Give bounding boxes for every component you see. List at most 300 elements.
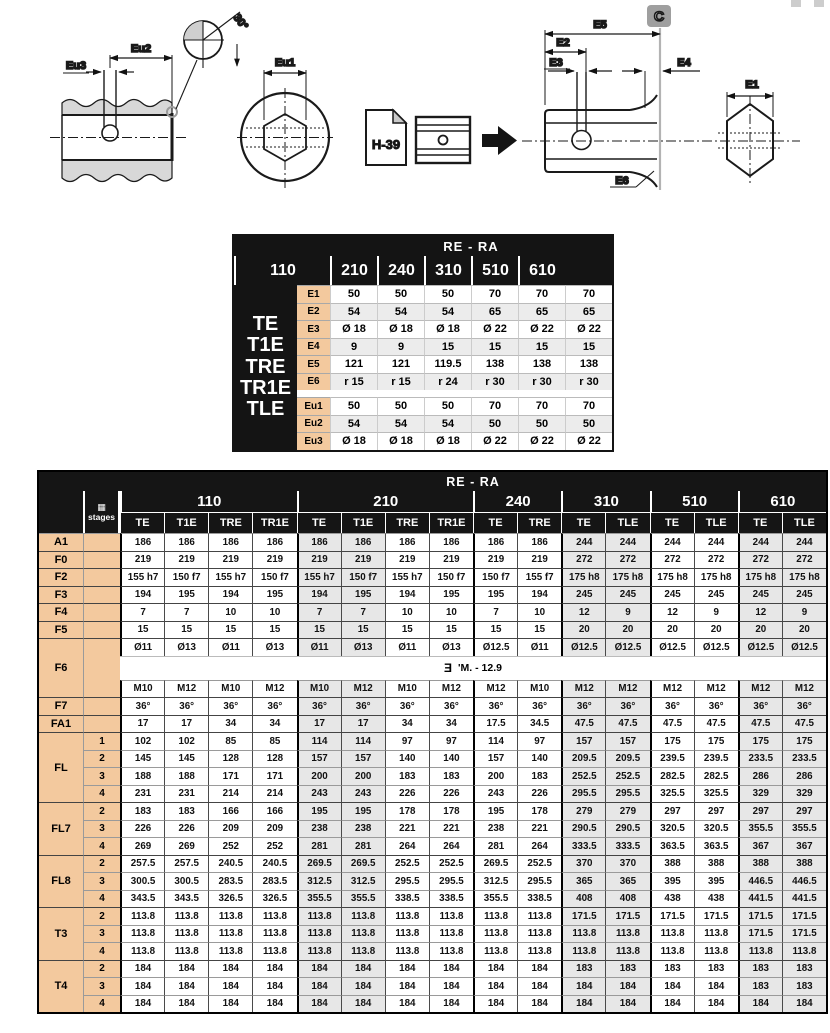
row-label: F0 — [39, 551, 83, 569]
table-cell: 113.8 — [164, 925, 208, 943]
table-cell: 226 — [385, 785, 429, 803]
table-cell: 113.8 — [561, 942, 605, 960]
table-cell: M10 — [385, 680, 429, 698]
table-cell: 355.5 — [341, 890, 385, 908]
table-cell: 238 — [473, 820, 517, 838]
model-name: TE — [252, 313, 279, 336]
table-cell: 47.5 — [782, 715, 826, 733]
table-cell: 184 — [694, 995, 738, 1013]
stages-header-cell — [83, 491, 120, 533]
table-cell: 184 — [561, 977, 605, 995]
table-cell: 184 — [517, 995, 561, 1013]
table-cell: 36° — [120, 697, 164, 715]
table-cell: 286 — [738, 767, 782, 785]
table-cell: 186 — [164, 533, 208, 551]
doc-ref-icon — [366, 110, 406, 165]
table-cell: 272 — [782, 551, 826, 569]
table-cell: 150 f7 — [252, 568, 296, 586]
table-cell: 194 — [120, 586, 164, 604]
table-cell: 338.5 — [517, 890, 561, 908]
coupling-block-icon — [416, 117, 470, 163]
screws-note-band — [120, 656, 826, 680]
table-cell: 47.5 — [650, 715, 694, 733]
table-cell: 175 h8 — [782, 568, 826, 586]
table-cell: 166 — [252, 802, 296, 820]
table-cell: 113.8 — [208, 942, 252, 960]
table-cell: 36° — [694, 697, 738, 715]
table-cell: 240.5 — [208, 855, 252, 873]
table-cell: 231 — [120, 785, 164, 803]
stage-cell: 4 — [83, 942, 120, 960]
table-cell: 186 — [473, 533, 517, 551]
table-cell: 171.5 — [782, 907, 826, 925]
table-cell: 171 — [208, 767, 252, 785]
stage-cell — [83, 621, 120, 639]
table-cell: 184 — [164, 977, 208, 995]
row-label: E4 — [297, 338, 330, 356]
table-cell: 128 — [252, 750, 296, 768]
row-label: E1 — [297, 285, 330, 303]
table-cell: 438 — [694, 890, 738, 908]
table-cell: 50 — [471, 415, 518, 433]
table-cell: Ø12.5 — [782, 638, 826, 656]
table-cell: 114 — [473, 732, 517, 750]
table-cell: 184 — [297, 995, 341, 1013]
table-cell: 195 — [473, 586, 517, 604]
table-cell: 97 — [517, 732, 561, 750]
table-cell: 269 — [164, 837, 208, 855]
table-cell: 113.8 — [782, 942, 826, 960]
right-arrow-icon — [482, 126, 517, 155]
size-column-header: 510 — [471, 256, 518, 285]
stage-cell — [83, 603, 120, 621]
table-cell: 175 h8 — [605, 568, 649, 586]
table-cell: 231 — [164, 785, 208, 803]
table-cell: 70 — [565, 397, 612, 415]
table-cell: 113.8 — [561, 925, 605, 943]
table-cell: Ø11 — [517, 638, 561, 656]
stage-cell: 4 — [83, 837, 120, 855]
table-cell: 408 — [605, 890, 649, 908]
table-cell: 97 — [429, 732, 473, 750]
table-cell: 312.5 — [341, 872, 385, 890]
table-cell: 20 — [694, 621, 738, 639]
table-cell: 219 — [341, 551, 385, 569]
table-cell: 50 — [377, 285, 424, 303]
stage-cell: 1 — [83, 732, 120, 750]
table-cell: 388 — [650, 855, 694, 873]
table-cell: 121 — [330, 355, 377, 373]
table-cell: 171.5 — [694, 907, 738, 925]
table-cell: 195 — [341, 586, 385, 604]
size-column-header: 110 — [234, 256, 330, 285]
table-cell: 226 — [517, 785, 561, 803]
row-label: E2 — [297, 303, 330, 321]
table-cell: 54 — [377, 303, 424, 321]
table-cell: 113.8 — [252, 925, 296, 943]
table-cell: 54 — [424, 415, 471, 433]
table-cell: 183 — [650, 960, 694, 978]
table-cell: 171.5 — [738, 925, 782, 943]
page-corner-artifact — [791, 0, 824, 7]
table-cell: 15 — [120, 621, 164, 639]
screws-note-text: 'M. - 12.9 — [458, 662, 502, 674]
table-cell: 365 — [561, 872, 605, 890]
table-cell: 195 — [252, 586, 296, 604]
table-cell: M12 — [164, 680, 208, 698]
main-dimension-table — [37, 470, 828, 1014]
table-cell: 186 — [208, 533, 252, 551]
row-label: Eu1 — [297, 397, 330, 415]
table-cell: 183 — [561, 960, 605, 978]
table-cell: 36° — [429, 697, 473, 715]
table-cell: 238 — [297, 820, 341, 838]
table-cell: 178 — [429, 802, 473, 820]
table-cell: 54 — [330, 415, 377, 433]
table-cell: 195 — [473, 802, 517, 820]
table-cell: 186 — [252, 533, 296, 551]
table-cell: 363.5 — [650, 837, 694, 855]
table-cell: 272 — [605, 551, 649, 569]
table-cell: 365 — [605, 872, 649, 890]
table-cell: 214 — [252, 785, 296, 803]
table-cell: 326.5 — [208, 890, 252, 908]
table-cell: 113.8 — [252, 907, 296, 925]
table-cell: 209 — [208, 820, 252, 838]
table-cell: 114 — [297, 732, 341, 750]
table-cell: 175 h8 — [694, 568, 738, 586]
table-cell: 50 — [424, 285, 471, 303]
table-cell: 252 — [208, 837, 252, 855]
table-cell: 252.5 — [561, 767, 605, 785]
table-cell: 184 — [208, 977, 252, 995]
table-cell: 297 — [782, 802, 826, 820]
stages-label: stages — [88, 511, 115, 522]
table-cell: 70 — [565, 285, 612, 303]
table-cell: 85 — [208, 732, 252, 750]
table-cell: 171.5 — [650, 907, 694, 925]
table-cell: 113.8 — [429, 925, 473, 943]
table-cell: M12 — [561, 680, 605, 698]
table-cell: 70 — [518, 285, 565, 303]
table-cell: 184 — [252, 960, 296, 978]
table-cell: 219 — [120, 551, 164, 569]
table-cell: 195 — [164, 586, 208, 604]
table-cell: 150 f7 — [341, 568, 385, 586]
table-cell: 195 — [341, 802, 385, 820]
table-cell: 367 — [782, 837, 826, 855]
table-cell: 34.5 — [517, 715, 561, 733]
table-cell: 113.8 — [385, 942, 429, 960]
table-cell: 36° — [650, 697, 694, 715]
table-cell: Ø 22 — [471, 432, 518, 450]
table-cell: 184 — [517, 960, 561, 978]
stage-cell: 2 — [83, 855, 120, 873]
dim-label-eu1: Eu1 — [274, 57, 296, 69]
column-subheader: TLE — [782, 512, 826, 533]
table-cell: 184 — [429, 995, 473, 1013]
table-cell: 219 — [473, 551, 517, 569]
table-cell: 239.5 — [694, 750, 738, 768]
dim-label-e1: E1 — [745, 79, 759, 91]
model-name: TRE — [245, 355, 286, 378]
table-cell: 36° — [385, 697, 429, 715]
table-cell: r 30 — [471, 373, 518, 391]
table-cell: 113.8 — [385, 907, 429, 925]
table-cell: 295.5 — [429, 872, 473, 890]
table-cell: 113.8 — [385, 925, 429, 943]
table-cell: 363.5 — [694, 837, 738, 855]
table-cell: 175 h8 — [650, 568, 694, 586]
table-cell: 15 — [518, 338, 565, 356]
table-cell: 297 — [694, 802, 738, 820]
table-cell: 113.8 — [694, 942, 738, 960]
table-cell: 184 — [738, 995, 782, 1013]
column-subheader: TE — [120, 512, 164, 533]
table-cell: 113.8 — [120, 907, 164, 925]
table-cell: Ø12.5 — [650, 638, 694, 656]
table-cell: 388 — [694, 855, 738, 873]
table-cell: 47.5 — [561, 715, 605, 733]
table-cell: 184 — [297, 977, 341, 995]
table-cell: Ø11 — [208, 638, 252, 656]
table-cell: 36° — [782, 697, 826, 715]
table-cell: 355.5 — [297, 890, 341, 908]
table-cell: 446.5 — [782, 872, 826, 890]
row-label: F7 — [39, 697, 83, 715]
table-cell: 221 — [429, 820, 473, 838]
row-label: F2 — [39, 568, 83, 586]
stage-cell — [83, 551, 120, 569]
table-cell: 184 — [429, 960, 473, 978]
column-group-210: 210 — [297, 491, 474, 512]
table-cell: 12 — [650, 603, 694, 621]
table-cell: M10 — [208, 680, 252, 698]
column-group-110: 110 — [120, 491, 297, 512]
table-cell: 36° — [517, 697, 561, 715]
table-cell: 17 — [120, 715, 164, 733]
table-cell: 219 — [164, 551, 208, 569]
table-cell: 171.5 — [561, 907, 605, 925]
table-cell: 184 — [605, 977, 649, 995]
table-cell: 10 — [429, 603, 473, 621]
table-cell: 244 — [650, 533, 694, 551]
column-group-240: 240 — [473, 491, 561, 512]
table-cell: 219 — [208, 551, 252, 569]
table-cell: 252.5 — [517, 855, 561, 873]
column-subheader: TE — [650, 512, 694, 533]
table-cell: 200 — [341, 767, 385, 785]
table-cell: 186 — [385, 533, 429, 551]
table-cell: 184 — [341, 995, 385, 1013]
stage-cell — [83, 586, 120, 604]
table-cell: M12 — [473, 680, 517, 698]
table-cell: 184 — [385, 977, 429, 995]
table-cell: 209.5 — [605, 750, 649, 768]
table-cell: Ø13 — [341, 638, 385, 656]
stage-cell: 4 — [83, 890, 120, 908]
dimension-table-body — [297, 285, 612, 450]
dim-label-e5: E5 — [593, 19, 607, 31]
table-cell: 36° — [297, 697, 341, 715]
table-cell: M12 — [650, 680, 694, 698]
table-cell: Ø 22 — [518, 432, 565, 450]
table-cell: 140 — [517, 750, 561, 768]
table-cell: 34 — [208, 715, 252, 733]
table-cell: 245 — [782, 586, 826, 604]
row-label: FL7 — [39, 802, 83, 855]
column-group-610: 610 — [738, 491, 826, 512]
table-cell: 150 f7 — [164, 568, 208, 586]
table-cell: r 30 — [518, 373, 565, 391]
table-cell: 150 f7 — [429, 568, 473, 586]
table-cell: 50 — [424, 397, 471, 415]
table-cell: 264 — [517, 837, 561, 855]
table-cell: 244 — [694, 533, 738, 551]
column-subheader: TRE — [517, 512, 561, 533]
table-cell: 47.5 — [605, 715, 649, 733]
technical-drawings — [0, 0, 830, 228]
header-corner-cell — [39, 491, 83, 533]
table-cell: Ø 18 — [377, 432, 424, 450]
table-cell: 333.5 — [605, 837, 649, 855]
table-cell: 194 — [385, 586, 429, 604]
table-cell: 221 — [385, 820, 429, 838]
table-cell: r 30 — [565, 373, 612, 391]
doc-ref-label: H-39 — [371, 137, 401, 152]
stage-cell: 2 — [83, 907, 120, 925]
table-cell: 175 h8 — [561, 568, 605, 586]
column-group-310: 310 — [561, 491, 649, 512]
table-cell: 184 — [208, 960, 252, 978]
section-marker-label: C — [653, 8, 665, 24]
column-subheader: TLE — [605, 512, 649, 533]
table-cell: 15 — [424, 338, 471, 356]
table-cell: 186 — [120, 533, 164, 551]
table-cell: 184 — [385, 960, 429, 978]
table-cell: 138 — [471, 355, 518, 373]
table-cell: 297 — [738, 802, 782, 820]
table-cell: 194 — [297, 586, 341, 604]
table-cell: 113.8 — [650, 942, 694, 960]
stage-cell: 4 — [83, 785, 120, 803]
table-cell: 36° — [738, 697, 782, 715]
column-subheader: TR1E — [429, 512, 473, 533]
table-cell: 300.5 — [164, 872, 208, 890]
table-cell: 200 — [473, 767, 517, 785]
table-cell: 219 — [517, 551, 561, 569]
column-subheader: TE — [561, 512, 605, 533]
table-cell: 184 — [297, 960, 341, 978]
table-cell: Ø 22 — [565, 320, 612, 338]
table-cell: 245 — [561, 586, 605, 604]
table-cell: 257.5 — [120, 855, 164, 873]
table-cell: 175 — [738, 732, 782, 750]
table-cell: 245 — [738, 586, 782, 604]
table-cell: 171 — [252, 767, 296, 785]
table-cell: 226 — [164, 820, 208, 838]
table-cell: 343.5 — [120, 890, 164, 908]
table-cell: 195 — [429, 586, 473, 604]
table-cell: 175 — [650, 732, 694, 750]
column-subheader: TR1E — [252, 512, 296, 533]
table-cell: 15 — [385, 621, 429, 639]
table-cell: 178 — [385, 802, 429, 820]
table-cell: 183 — [738, 977, 782, 995]
table-cell: 243 — [297, 785, 341, 803]
table-cell: Ø12.5 — [605, 638, 649, 656]
table-cell: 145 — [164, 750, 208, 768]
table-cell: 113.8 — [120, 942, 164, 960]
table-cell: 113.8 — [341, 925, 385, 943]
table-cell: 183 — [782, 977, 826, 995]
table-cell: 355.5 — [473, 890, 517, 908]
table-cell: 279 — [605, 802, 649, 820]
table-cell: 184 — [341, 960, 385, 978]
table-cell: 166 — [208, 802, 252, 820]
table-cell: 15 — [429, 621, 473, 639]
table-cell: 395 — [650, 872, 694, 890]
table-cell: 329 — [782, 785, 826, 803]
stage-cell: 3 — [83, 820, 120, 838]
table-cell: 113.8 — [605, 925, 649, 943]
table-cell: 243 — [341, 785, 385, 803]
table-cell: 188 — [164, 767, 208, 785]
table-cell: 50 — [330, 397, 377, 415]
table-cell: 184 — [164, 995, 208, 1013]
table-cell: 113.8 — [473, 907, 517, 925]
row-label: E5 — [297, 355, 330, 373]
table-cell: 113.8 — [208, 907, 252, 925]
table-cell: 155 h7 — [385, 568, 429, 586]
table-cell: 282.5 — [694, 767, 738, 785]
dim-label-eu2: Eu2 — [130, 43, 152, 55]
dim-label-e6: E6 — [615, 175, 629, 187]
table-cell: 175 — [694, 732, 738, 750]
shaft-side-diagram — [522, 5, 800, 190]
table-cell: 113.8 — [297, 942, 341, 960]
table-cell: M12 — [429, 680, 473, 698]
table-cell: 312.5 — [473, 872, 517, 890]
table-cell: 183 — [385, 767, 429, 785]
table-cell: r 15 — [377, 373, 424, 391]
table-cell: 183 — [694, 960, 738, 978]
table-cell: 320.5 — [694, 820, 738, 838]
table-cell: 219 — [429, 551, 473, 569]
dim-label-e3: E3 — [549, 57, 563, 69]
table-cell: 47.5 — [738, 715, 782, 733]
stage-cell: 3 — [83, 872, 120, 890]
column-subheader: TE — [473, 512, 517, 533]
table-cell: 320.5 — [650, 820, 694, 838]
table-cell: 15 — [473, 621, 517, 639]
table-cell: 333.5 — [561, 837, 605, 855]
table-cell: 34 — [252, 715, 296, 733]
table-cell: 34 — [429, 715, 473, 733]
table-cell: 36° — [605, 697, 649, 715]
table-cell: 113.8 — [164, 907, 208, 925]
table-cell: Ø 22 — [518, 320, 565, 338]
table-cell: 183 — [120, 802, 164, 820]
table-cell: 281 — [341, 837, 385, 855]
table-cell: 329 — [738, 785, 782, 803]
table-cell: 252.5 — [605, 767, 649, 785]
table-cell: 184 — [782, 995, 826, 1013]
table-cell: 113.8 — [120, 925, 164, 943]
model-name: TR1E — [239, 376, 292, 399]
table-cell: 155 h7 — [297, 568, 341, 586]
table-cell: 145 — [120, 750, 164, 768]
